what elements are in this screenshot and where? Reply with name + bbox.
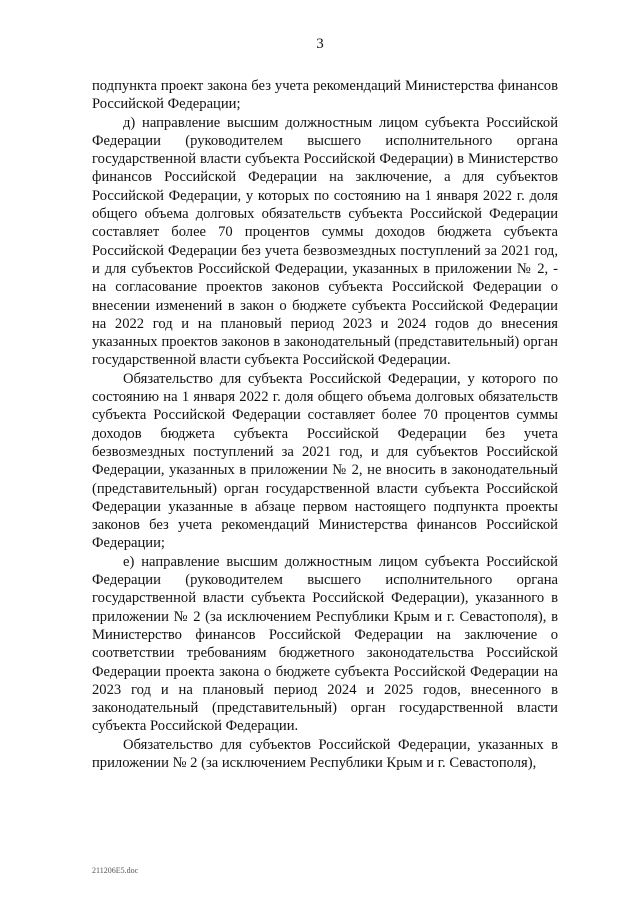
document-body <box>92 77 558 772</box>
paragraph-item-e: е) направление высшим должностным лицом субъекта Российской Федерации (руководителем высшего исполнительного органа государственной власти субъекта Российской Федерации), указанного в приложении № 2 (за исключением Республики Крым и г. Севастополя), в Министерство финансов Российской Федерации на заключение о соответствии требованиям бюджетного законодательства Российской Федерации проекта закона о бюджете субъекта Российской Федерации на 2023 год и на плановый период 2024 и 2025 годов, внесенного в законодательный (представительный) орган государственной власти субъекта Российской Федерации. <box>92 553 558 735</box>
paragraph-item-d: д) направление высшим должностным лицом субъекта Российской Федерации (руководителем высшего исполнительного органа государственной власти субъекта Российской Федерации) в Министерство финансов Российской Федерации на заключение, а для субъектов Российской Федерации, у которых по состоянию на 1 января 2022 г. доля общего объема долговых обязательств субъекта Российской Федерации составляет более 70 процентов суммы доходов бюджета субъекта Российской Федерации без учета безвозмездных поступлений за 2021 год, и для субъектов Российской Федерации, указанных в приложении № 2, - на согласование проектов законов субъекта Российской Федерации о внесении изменений в закон о бюджете субъекта Российской Федерации на 2022 год и на плановый период 2023 и 2024 годов до внесения указанных проектов законов в законодательный (представительный) орган государственной власти субъекта Российской Федерации. <box>92 114 558 369</box>
paragraph-obligation-1: Обязательство для субъекта Российской Федерации, у которого по состоянию на 1 января 2022 г. доля общего объема долговых обязательств субъекта Российской Федерации составляет более 70 процентов суммы доходов бюджета субъекта Российской Федерации без учета безвозмездных поступлений за 2021 год, и для субъектов Российской Федерации, указанных в приложении № 2, не вносить в законодательный (представительный) орган государственной власти субъекта Российской Федерации указанные в абзаце первом настоящего подпункта проекты законов без учета рекомендаций Министерства финансов Российской Федерации; <box>92 370 558 552</box>
paragraph-continuation: подпункта проект закона без учета рекомендаций Министерства финансов Российской Федерации; <box>92 78 558 113</box>
document-file-code: 211206E5.doc <box>92 866 139 875</box>
page-number: 3 <box>316 36 324 52</box>
paragraph-obligation-2: Обязательство для субъектов Российской Федерации, указанных в приложении № 2 (за исключением Республики Крым и г. Севастополя), <box>92 736 558 771</box>
